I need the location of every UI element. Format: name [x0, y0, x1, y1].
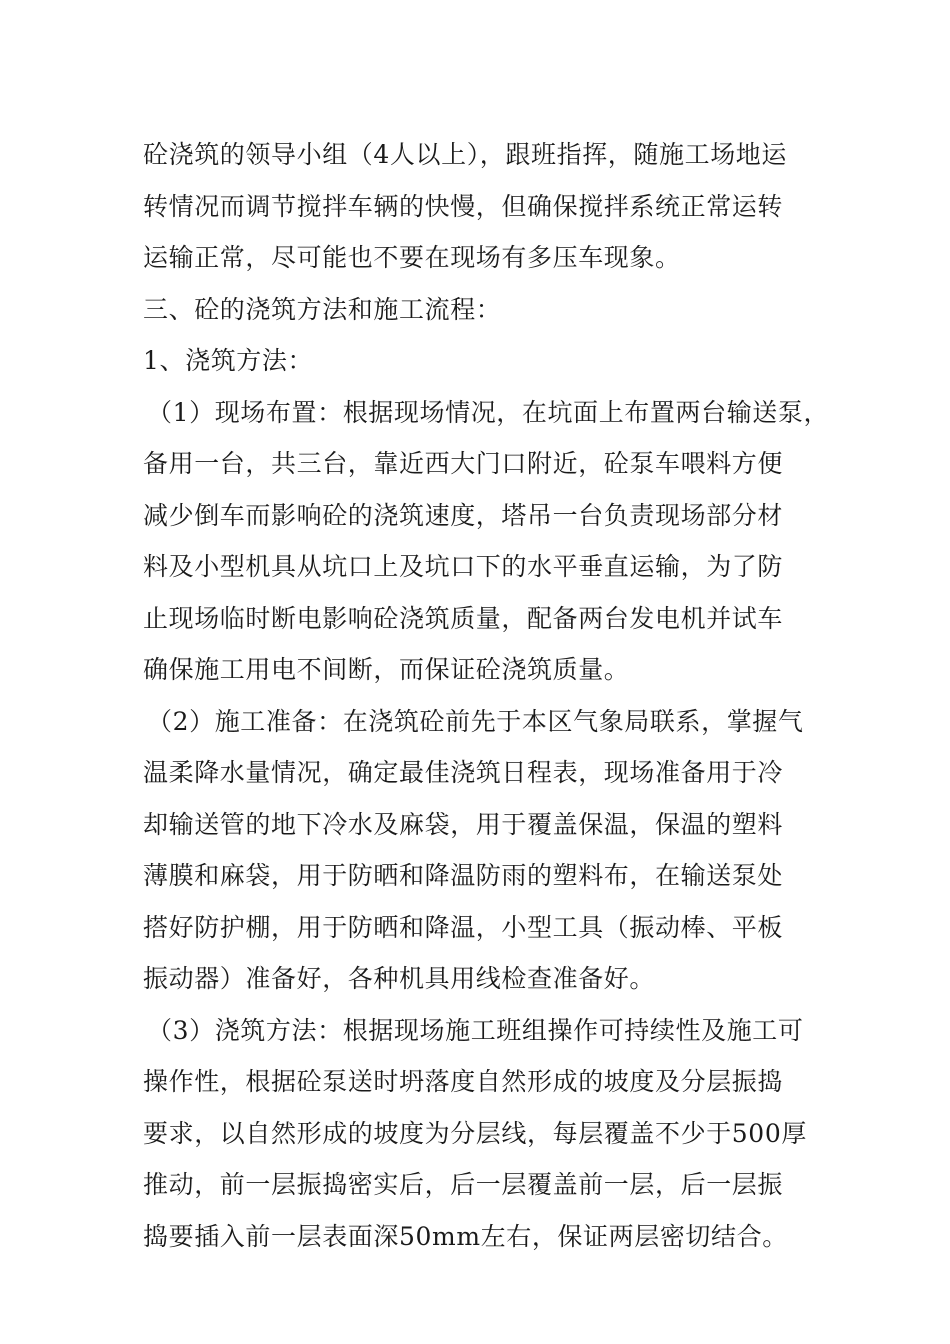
- text-line: 要求，以自然形成的坡度为分层线，每层覆盖不少于500厚: [143, 1118, 807, 1148]
- text-line: （2）施工准备：在浇筑砼前先于本区气象局联系，掌握气: [147, 706, 804, 736]
- text-line: （3）浇筑方法：根据现场施工班组操作可持续性及施工可: [147, 1015, 804, 1045]
- text-line: 振动器）准备好，各种机具用线检查准备好。: [143, 964, 656, 993]
- text-line: 温柔降水量情况，确定最佳浇筑日程表，现场准备用于冷: [143, 758, 784, 787]
- text-line: 推动，前一层振捣密实后，后一层覆盖前一层，后一层振: [143, 1170, 784, 1199]
- section-heading: 三、砼的浇筑方法和施工流程：: [143, 294, 502, 324]
- text-line: 砼浇筑的领导小组（4人以上），跟班指挥，随施工场地运: [143, 140, 788, 169]
- text-line: 却输送管的地下冷水及麻袋，用于覆盖保温，保温的塑料: [143, 809, 784, 839]
- text-line: 操作性，根据砼泵送时坍落度自然形成的坡度及分层振捣: [143, 1067, 784, 1096]
- body-text: [143, 129, 843, 1262]
- text-line: 备用一台，共三台，靠近西大门口附近，砼泵车喂料方便: [143, 449, 784, 478]
- text-line: （1）现场布置：根据现场情况，在坑面上布置两台输送泵，: [147, 397, 830, 427]
- text-line: 转情况而调节搅拌车辆的快慢，但确保搅拌系统正常运转: [143, 191, 784, 221]
- text-line: 料及小型机具从坑口上及坑口下的水平垂直运输，为了防: [143, 552, 784, 581]
- text-line: 运输正常，尽可能也不要在现场有多压车现象。: [143, 243, 681, 272]
- text-line: 止现场临时断电影响砼浇筑质量，配备两台发电机并试车: [143, 603, 784, 633]
- text-line: 搭好防护棚，用于防晒和降温，小型工具（振动棒、平板: [143, 912, 784, 942]
- subsection-heading: 1、浇筑方法：: [143, 346, 314, 375]
- text-line: 捣要插入前一层表面深50mm左右，保证两层密切结合。: [143, 1221, 788, 1251]
- text-line: 薄膜和麻袋，用于防晒和降温防雨的塑料布，在输送泵处: [143, 861, 784, 890]
- text-line: 减少倒车而影响砼的浇筑速度，塔吊一台负责现场部分材: [143, 500, 784, 530]
- text-line: 确保施工用电不间断，而保证砼浇筑质量。: [143, 655, 630, 684]
